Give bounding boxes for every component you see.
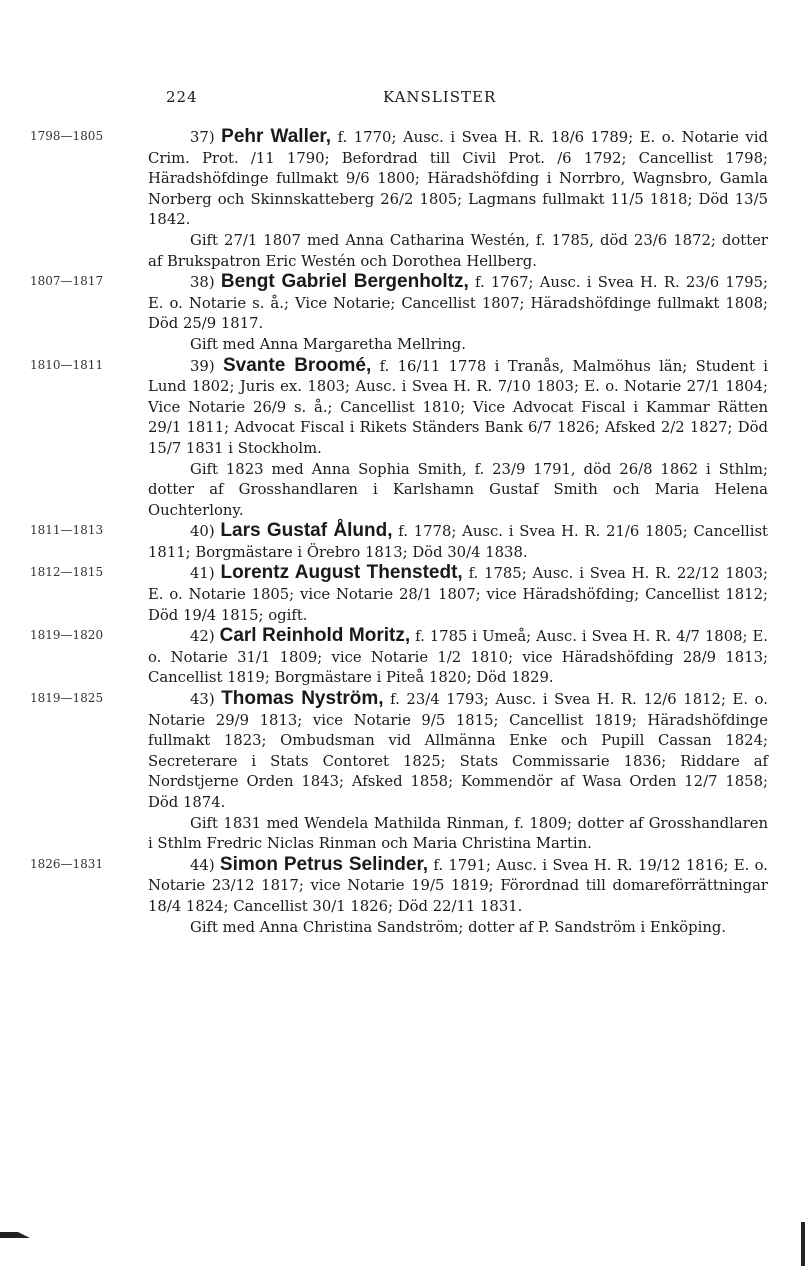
- entry-number: 39): [190, 357, 215, 375]
- entry-years: 1819—1820: [30, 628, 104, 643]
- entry-text: [148, 521, 768, 563]
- entry-details: f. 1791; Ausc. i Svea H. R. 19/12 1816; E. o. Notarie 23/12 1817; vice Notarie 19/5 1819; Förordnad till domareförrättningar 18/4 1824; Cancellist 30/1 1826; Död 22/11 1831.: [148, 856, 768, 915]
- entry-years: 1810—1811: [30, 357, 104, 372]
- entry-name: Carl Reinhold Moritz,: [219, 625, 411, 647]
- entry: [0, 356, 768, 522]
- entry: [0, 272, 768, 355]
- entry-name: Svante Broomé,: [222, 354, 372, 376]
- entry-years: 1819—1825: [30, 691, 104, 706]
- entry: [0, 855, 768, 938]
- entry-text: [148, 855, 768, 918]
- entry-text: [148, 563, 768, 626]
- entry-name: Lars Gustaf Ålund,: [220, 520, 393, 542]
- entry-number: 41): [190, 565, 215, 583]
- entry-number: 38): [190, 274, 215, 292]
- entry-marriage: Gift med Anna Christina Sandström; dotter af P. Sandström i Enköping.: [190, 918, 727, 936]
- entry: [0, 521, 768, 563]
- entry-text: [148, 272, 768, 335]
- entry-text: [148, 626, 768, 689]
- entry: [0, 626, 768, 689]
- entry-years: 1826—1831: [30, 856, 104, 871]
- entry-years: 1811—1813: [30, 523, 104, 538]
- entry-name: Pehr Waller,: [221, 126, 332, 147]
- entry: [0, 563, 768, 626]
- entry-text: [148, 689, 768, 814]
- entry: [0, 689, 768, 855]
- page-number: 224: [166, 88, 198, 106]
- entry-name: Lorentz August Thenstedt,: [220, 562, 463, 584]
- entry-text: [148, 356, 768, 460]
- entry-details: f. 23/4 1793; Ausc. i Svea H. R. 12/6 1812; E. o. Notarie 29/9 1813; vice Notarie 9/5 1815; Cancellist 1819; Häradshöfdinge fullmakt 1823; Ombudsman vid Allmänna Enke och Pupill Cassan 1824; Secreterare i Stats Contoret 1825; Stats Commissarie 1836; Riddare af Nordstjerne Orden 1843; Afsked 1858; Kommendör af Wasa Orden 12/7 1858; Död 1874.: [148, 691, 768, 811]
- entry: [0, 127, 768, 272]
- entry-details: f. 1767; Ausc. i Svea H. R. 23/6 1795; E. o. Notarie s. å.; Vice Notarie; Cancellist 1807; Häradshöfdinge fullmakt 1808; Död 25/9 1817.: [148, 274, 768, 333]
- entry-number: 44): [190, 856, 215, 874]
- entry-marriage: Gift 1823 med Anna Sophia Smith, f. 23/9 1791, död 26/8 1862 i Sthlm; dotter af Grosshandlaren i Karlshamn Gustaf Smith och Maria Helena Ouchterlony.: [148, 460, 768, 519]
- entry-details: f. 1778; Ausc. i Svea H. R. 21/6 1805; Cancellist 1811; Borgmästare i Örebro 1813; Död 30/4 1838.: [148, 523, 768, 561]
- entry-marriage: Gift 27/1 1807 med Anna Catharina Westén, f. 1785, död 23/6 1872; dotter af Brukspatron Eric Westén och Dorothea Hellberg.: [148, 231, 768, 270]
- entry-name: Thomas Nyström,: [221, 688, 384, 710]
- entry-number: 37): [190, 129, 215, 146]
- entries-list: [0, 127, 808, 938]
- entry-details: f. 1785 i Umeå; Ausc. i Svea H. R. 4/7 1808; E. o. Notarie 31/1 1809; vice Notarie 1/2 1810; vice Häradshöfding 28/9 1813; Cancellist 1819; Borgmästare i Piteå 1820; Död 1829.: [148, 628, 768, 687]
- entry-marriage: Gift 1831 med Wendela Mathilda Rinman, f. 1809; dotter af Grosshandlaren i Sthlm Fredric Niclas Rinman och Maria Christina Martin.: [148, 814, 768, 853]
- entry-details: f. 16/11 1778 i Tranås, Malmöhus län; Student i Lund 1802; Juris ex. 1803; Ausc. i Svea H. R. 7/10 1803; E. o. Notarie 27/1 1804; Vice Notarie 26/9 s. å.; Cancellist 1810; Vice Advocat Fiscal i Kammar Rätten 29/1 1811; Advocat Fiscal i Rikets Ständers Bank 6/7 1826; Afsked 2/2 1827; Död 15/7 1831 i Stockholm.: [148, 357, 768, 457]
- running-head: KANSLISTER: [383, 88, 497, 106]
- entry-number: 42): [190, 628, 215, 646]
- entry-details: f. 1785; Ausc. i Svea H. R. 22/12 1803; E. o. Notarie 1805; vice Notarie 28/1 1807; vice Häradshöfding; Cancellist 1812; Död 19/4 1815; ogift.: [148, 565, 768, 624]
- entry-number: 40): [190, 523, 215, 541]
- scan-mark: [0, 1232, 30, 1238]
- page-header: [0, 88, 808, 112]
- entry-details: f. 1770; Ausc. i Svea H. R. 18/6 1789; E. o. Notarie vid Crim. Prot. /11 1790; Befordrad till Civil Prot. /6 1792; Cancellist 1798; Häradshöfdinge fullmakt 9/6 1800; Häradshöfding i Norrbro, Wagnsbro, Gamla Norberg och Skinnskatteberg 26/2 1805; Lagmans fullmakt 11/5 1818; Död 13/5 1842.: [148, 129, 768, 229]
- entry-text: [148, 127, 768, 231]
- entry-name: Simon Petrus Selinder,: [219, 853, 429, 875]
- entry-years: 1807—1817: [30, 274, 104, 289]
- entry-name: Bengt Gabriel Bergenholtz,: [220, 271, 469, 293]
- entry-number: 43): [190, 691, 215, 709]
- entry-marriage: Gift med Anna Margaretha Mellring.: [190, 335, 466, 353]
- entry-years: 1812—1815: [30, 565, 104, 580]
- scan-mark: [801, 1222, 805, 1266]
- entry-years: 1798—1805: [30, 129, 104, 143]
